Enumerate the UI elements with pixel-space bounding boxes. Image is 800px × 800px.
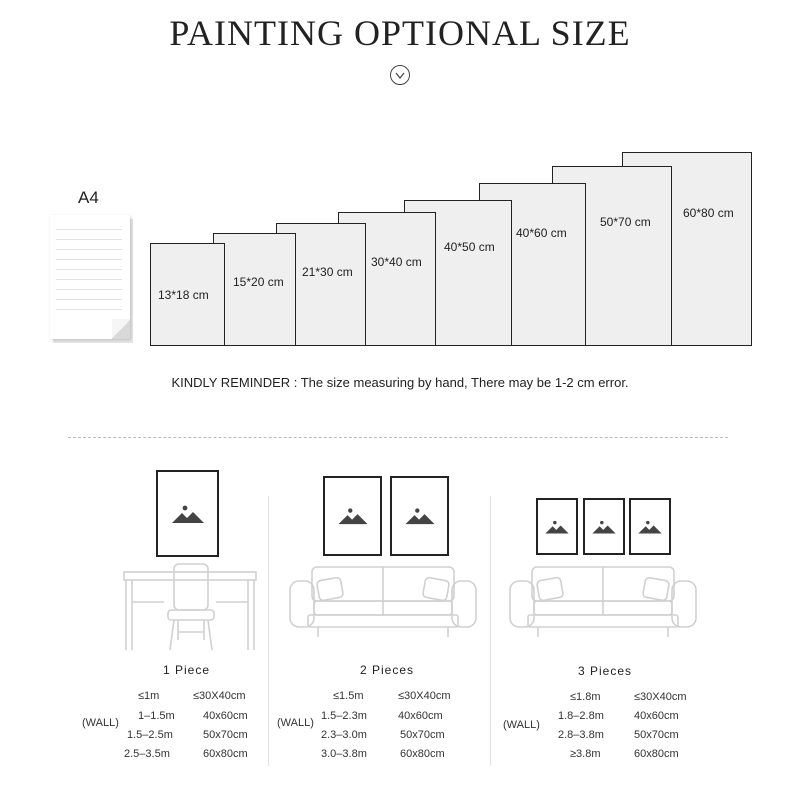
placement-title: 1 Piece [163,663,211,677]
painting-size: 60x80cm [203,748,248,760]
painting-size: 60x80cm [634,748,679,760]
a4-label: A4 [78,188,99,207]
a4-paper-illustration [50,215,130,339]
wall-label: (WALL) [277,717,314,729]
wall-size: 1–1.5m [138,710,175,722]
painting-size: 40x60cm [398,710,443,722]
wall-size: ≤1.8m [570,691,601,703]
painting-size: 50x70cm [634,729,679,741]
size-label: 40*60 cm [516,226,567,240]
desk-chair-illustration [120,562,260,652]
wall-size: 1.8–2.8m [558,710,604,722]
column-divider [490,496,491,766]
column-divider [268,496,269,766]
size-label: 60*80 cm [683,206,734,220]
wall-size: 1.5–2.5m [127,729,173,741]
size-label: 15*20 cm [233,275,284,289]
page-title: PAINTING OPTIONAL SIZE [169,13,631,53]
kindly-reminder: KINDLY REMINDER : The size measuring by hand, There may be 1-2 cm error. [171,375,629,390]
painting-size: ≤30X40cm [193,690,246,702]
placement-title: 3 Pieces [578,664,633,678]
painting-frame-icon [536,498,578,555]
sofa-illustration [288,563,478,643]
wall-size: ≥3.8m [570,748,601,760]
painting-frame-icon [390,476,449,556]
size-label: 13*18 cm [158,288,209,302]
wall-size: ≤1.5m [333,690,364,702]
size-label: 30*40 cm [371,255,422,269]
painting-frame-icon [323,476,382,556]
wall-size: 1.5–2.3m [321,710,367,722]
wall-label: (WALL) [503,719,540,731]
painting-frame-icon [156,470,219,557]
wall-size: 2.5–3.5m [124,748,170,760]
size-label: 40*50 cm [444,240,495,254]
size-label: 21*30 cm [302,265,353,279]
size-box-15x20 [213,233,296,346]
wall-label: (WALL) [82,717,119,729]
painting-size: ≤30X40cm [634,691,687,703]
size-label: 50*70 cm [600,215,651,229]
wall-size: 2.8–3.8m [558,729,604,741]
wall-size: 2.3–3.0m [321,729,367,741]
painting-size: 50x70cm [203,729,248,741]
sofa-illustration [508,563,698,643]
painting-frame-icon [583,498,625,555]
chevron-down-icon[interactable] [390,65,410,85]
wall-size: 3.0–3.8m [321,748,367,760]
painting-size: ≤30X40cm [398,690,451,702]
placement-title: 2 Pieces [360,663,415,677]
painting-size: 50x70cm [400,729,445,741]
painting-size: 40x60cm [203,710,248,722]
wall-size: ≤1m [138,690,160,702]
painting-size: 60x80cm [400,748,445,760]
painting-frame-icon [629,498,671,555]
painting-size: 40x60cm [634,710,679,722]
dashed-divider [68,437,728,438]
